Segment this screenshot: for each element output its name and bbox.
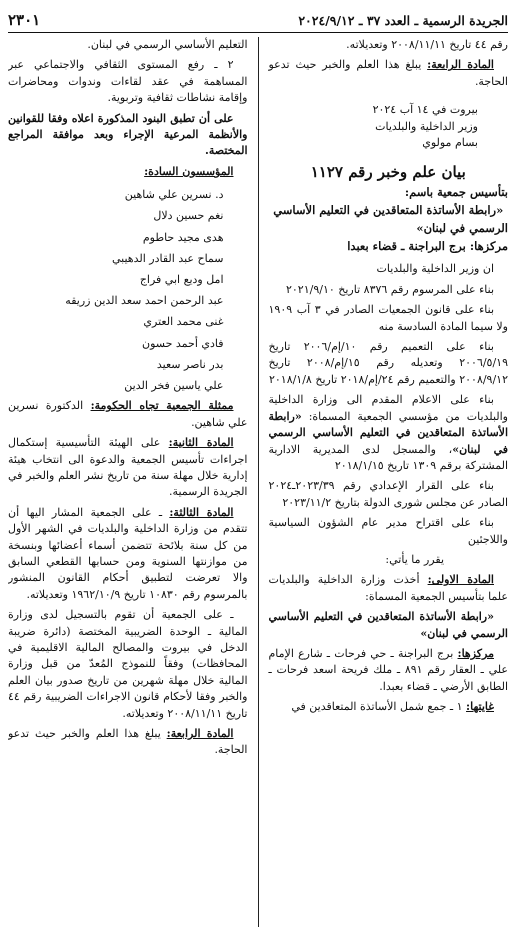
founder-name: د. نسرين علي شاهين — [124, 188, 224, 202]
basis-paragraph: بناء على القرار الإعدادي رقم ٢٠٢٣/٣٩ـ٢٠٢٤ الصادر عن مجلس شورى الدولة بتاريخ ٢٠٢٣/١١/٢ — [268, 479, 508, 509]
right-column — [263, 37, 509, 927]
goals-paragraph: غايتها: ١ ـ جمع شمل الأساتذة المتعاقدين في — [291, 700, 494, 714]
basis-paragraph: بناء على التعميم رقم ١٠/إم/٢٠٠٦ تاريخ ٢٠٠٦/٥/١٩ وتعديله رقم ١٥/إم/٢٠٠٨ تاريخ ٢٠٠٨/٩/١٢ والتعميم رقم ٢٤/إم/٢٠١٨ تاريخ ٢٠١٨/١/٨ — [268, 340, 508, 386]
founder-name: عبد الرحمن احمد سعد الدين زريقه — [65, 294, 224, 308]
place-date: بيروت في ١٤ آب ٢٠٢٤ — [372, 103, 478, 117]
statement-subtitle: بتأسيس جمعية باسم: — [404, 185, 508, 200]
column-divider — [258, 37, 259, 927]
page-header — [8, 8, 508, 33]
founder-name: نغم حسين دلال — [153, 209, 224, 223]
minister-name: بسام مولوي — [422, 136, 478, 150]
founders-list — [8, 184, 248, 396]
goal-2-paragraph: ٢ ـ رفع المستوى الثقافي والاجتماعي عبر المساهمة في عقد لقاءات وندوات ومحاضرات وإقامة نشاطات ثقافية وتربوية. — [8, 58, 248, 105]
basis-paragraph: بناء على الاعلام المقدم الى وزارة الداخلية والبلديات من مؤسسي الجمعية المسماة: «رابطة الأساتذة المتعاقدين في التعليم الأساسي الرسمي في لبنان»، والمسجل لدى المديرية الادارية المشتركة برقم ١٣٠٩ تاريخ ٢٠١٨/١/١٥ — [268, 393, 508, 472]
headquarters-title: مركزها: برج البراجنة ـ قضاء بعبدا — [347, 239, 508, 254]
statement-title: بيان علم وخبر رقم ١١٢٧ — [310, 163, 466, 182]
page-columns — [8, 37, 508, 927]
founder-name: علي ياسين فخر الدين — [124, 379, 224, 393]
minister-title: وزير الداخلية والبلديات — [375, 119, 478, 133]
paragraph: التعليم الأساسي الرسمي في لبنان. — [87, 38, 248, 51]
article-1-paragraph: المادة الاولى: أخذت وزارة الداخلية والبلديات علما بتأسيس الجمعية المسماة: — [268, 573, 508, 603]
founder-name: غنى محمد العتري — [143, 315, 224, 329]
publication-title: الجريدة الرسمية ـ العدد ٣٧ ـ ٢٠٢٤/٩/١٢ — [298, 12, 508, 28]
basis-paragraph: بناء على اقتراح مدير عام الشؤون السياسية واللاجئين — [268, 516, 508, 546]
article-3-paragraph: المادة الثالثة: ـ على الجمعية المشار اليها أن تتقدم من وزارة الداخلية والبلديات في الشهر الأول من كل سنة بلائحة تتضمن أسماء أعضائها وبنسخة من موازنتها السنوية ومن حسابها القطعي السابق والا تعرضت لتطبيق أحكام القانون المنشور بالمرسوم رقم ١٠٨٣٠ تاريخ ١٩٦٢/١٠/٩ وتعديلاته. — [8, 505, 248, 601]
paragraph: رقم ٤٤ تاريخ ٢٠٠٨/١١/١١ وتعديلاته. — [346, 38, 508, 51]
basis-paragraph: بناء على المرسوم رقم ٨٣٧٦ تاريخ ٢٠٢١/٩/١٠ — [285, 282, 494, 296]
article-2-paragraph: المادة الثانية: على الهيئة التأسيسية إستكمال اجراءات تأسيس الجمعية والدعوة الى انتخاب هيئة إدارية خلال مهلة سنة من تاريخ نشر العلم والخبر في الجريدة الرسمية. — [8, 436, 248, 499]
conditions-paragraph: على أن تطبق البنود المذكورة اعلاه وفقا للقوانين والأنظمة المرعية الإجراء وبعد موافقة المراجع المختصة. — [8, 111, 248, 158]
article-4-paragraph: المادة الرابعة: يبلغ هذا العلم والخبر حيث تدعو الحاجة. — [8, 727, 248, 757]
founder-name: بدر ناصر سعيد — [156, 357, 224, 371]
founder-name: سماح عبد القادر الدهيبي — [112, 251, 224, 265]
founder-name: امل وديع ابي فراج — [139, 273, 224, 287]
representative-paragraph: ممثلة الجمعية تجاه الحكومة: الدكتورة نسرين علي شاهين. — [8, 399, 248, 429]
statement-title-block — [269, 161, 509, 255]
intro-line: ان وزير الداخلية والبلديات — [376, 262, 494, 276]
founders-label: المؤسسون السادة: — [144, 164, 234, 178]
left-column — [8, 37, 254, 927]
page-number: ٢٣٠١ — [8, 11, 41, 29]
founder-name: فادي أحمد حسون — [142, 336, 224, 350]
tax-registration-paragraph: ـ على الجمعية أن تقوم بالتسجيل لدى وزارة المالية ـ الوحدة الضريبية المختصة (دائرة ضريبة الدخل في بيروت والمصالح المالية الاقليمية في المحافظات) وفقاً للنموذج المُعدّ من قبل وزارة المالية خلال مهلة شهرين من تاريخ صدور بيان العلم والخبر وفقا لأحكام قانون الاجراءات الضريبية رقم ٤٤ تاريخ ٢٠٠٨/١١/١١ وتعديلاته. — [8, 608, 248, 720]
article-4-paragraph: المادة الرابعة: يبلغ هذا العلم والخبر حيث تدعو الحاجة. — [268, 58, 508, 88]
association-name-title: «رابطة الأساتذة المتعاقدين في التعليم الأساسي الرسمي في لبنان» — [273, 203, 508, 236]
association-name: «رابطة الأساتذة المتعاقدين في التعليم الأساسي الرسمي في لبنان» — [268, 610, 508, 640]
headquarters-paragraph: مركزها: برج البراجنة ـ حي فرحات ـ شارع الإمام علي ـ العقار رقم ٨٩١ ـ ملك فريحة اسعد فرحات ـ الطابق الأرضي ـ قضاء بعبدا. — [268, 646, 508, 693]
founder-name: هدى مجيد حاطوم — [142, 230, 224, 244]
decides-line: يقرر ما يأتي: — [385, 552, 444, 566]
basis-paragraph: بناء على قانون الجمعيات الصادر في ٣ آب ١٩٠٩ ولا سيما المادة السادسة منه — [268, 303, 508, 333]
